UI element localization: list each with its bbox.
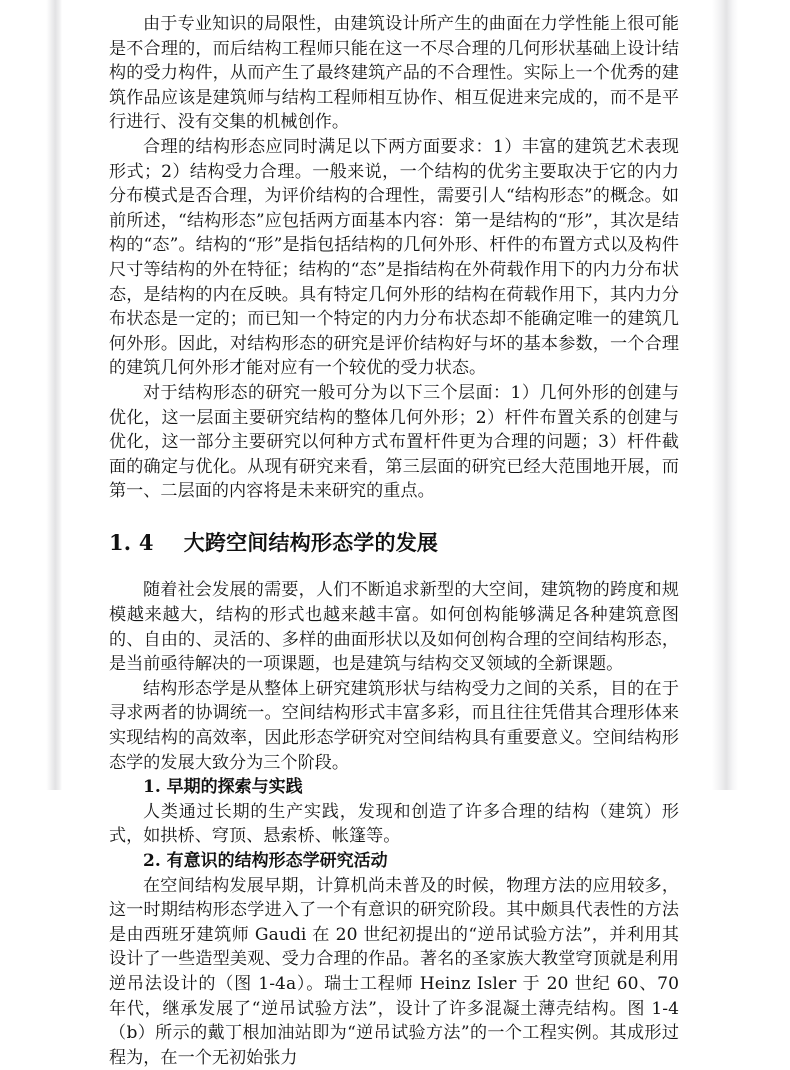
paragraph-5: 结构形态学是从整体上研究建筑形状与结构受力之间的关系，目的在于寻求两者的协调统一。空间结构形式丰富多彩，而且往往凭借其合理形体来实现结构的高效率，因此形态学研究对空间结构具有重要意义。空间结构形态学的发展大致分为三个阶段。 (109, 678, 679, 773)
section-heading-1-4: 1. 4 大跨空间结构形态学的发展 (109, 529, 439, 555)
paragraph-7: 在空间结构发展早期，计算机尚未普及的时候，物理方法的应用较多，这一时期结构形态学进入了一个有意识的研究阶段。其中颇具代表性的方法是由西班牙建筑师 Gaudi 在 20 世纪初提出的“逆吊试验方法”，并利用其设计了一些造型美观、受力合理的作品。著名的圣家族大教堂穹顶就是利用逆吊法设计的（图 1-4a）。瑞士工程师 Heinz Isler 于 20 世纪 60、70 年代，继承发展了“逆吊试验方法”，设计了许多混凝土薄壳结构。图 1-4（b）所示的戴丁根加油站即为“逆吊试验方法”的一个工程实例。其成形过程为，在一个无初始张力 (109, 875, 679, 1068)
paragraph-2: 合理的结构形态应同时满足以下两方面要求：1）丰富的建筑艺术表现形式；2）结构受力合理。一般来说，一个结构的优劣主要取决于它的内力分布模式是否合理，为评价结构的合理性，需要引人“结构形态”的概念。如前所述，“结构形态”应包括两方面基本内容：第一是结构的“形”，其次是结构的“态”。结构的“形”是指包括结构的几何外形、杆件的布置方式以及构件尺寸等结构的外在特征；结构的“态”是指结构在外荷载作用下的内力分布状态，是结构的内在反映。具有特定几何外形的结构在荷载作用下，其内力分布状态是一定的；而已知一个特定的内力分布状态却不能确定唯一的建筑几何外形。因此，对结构形态的研究是评价结构好与坏的基本参数，一个合理的建筑几何外形才能对应有一个较优的受力状态。 (109, 136, 679, 379)
paragraph-1: 由于专业知识的局限性，由建筑设计所产生的曲面在力学性能上很可能是不合理的，而后结构工程师只能在这一不尽合理的几何形状基础上设计结构的受力构件，从而产生了最终建筑产品的不合理性。实际上一个优秀的建筑作品应该是建筑师与结构工程师相互协作、相互促进来完成的，而不是平行进行、没有交集的机械创作。 (109, 14, 679, 133)
subsection-heading-1: 1. 早期的探索与实践 (143, 777, 303, 798)
paragraph-3: 对于结构形态的研究一般可分为以下三个层面：1）几何外形的创建与优化，这一层面主要研究结构的整体几何外形；2）杆件布置关系的创建与优化，这一部分主要研究以何种方式布置杆件更为合理的问题；3）杆件截面的确定与优化。从现有研究来看，第三层面的研究已经大范围地开展，而第一、二层面的内容将是未来研究的重点。 (109, 382, 679, 502)
page-left-margin-fill (0, 0, 40, 790)
paragraph-6: 人类通过长期的生产实践，发现和创造了许多合理的结构（建筑）形式，如拱桥、穹顶、悬索桥、帐篷等。 (109, 801, 679, 847)
page-spine-shadow-left (38, 0, 62, 790)
paragraph-4: 随着社会发展的需要，人们不断追求新型的大空间，建筑物的跨度和规模越来越大，结构的形式也越来越丰富。如何创构能够满足各种建筑意图的、自由的、灵活的、多样的曲面形状以及如何创构合理的空间结构形态，是当前亟待解决的一项课题，也是建筑与结构交叉领域的全新课题。 (109, 580, 679, 675)
heading-spacer-top (109, 504, 679, 531)
page-edge-shadow-right (712, 0, 738, 790)
subsection-heading-2: 2. 有意识的结构形态学研究活动 (143, 851, 388, 871)
heading-spacer-bottom (109, 555, 679, 578)
text-column (109, 12, 679, 1070)
